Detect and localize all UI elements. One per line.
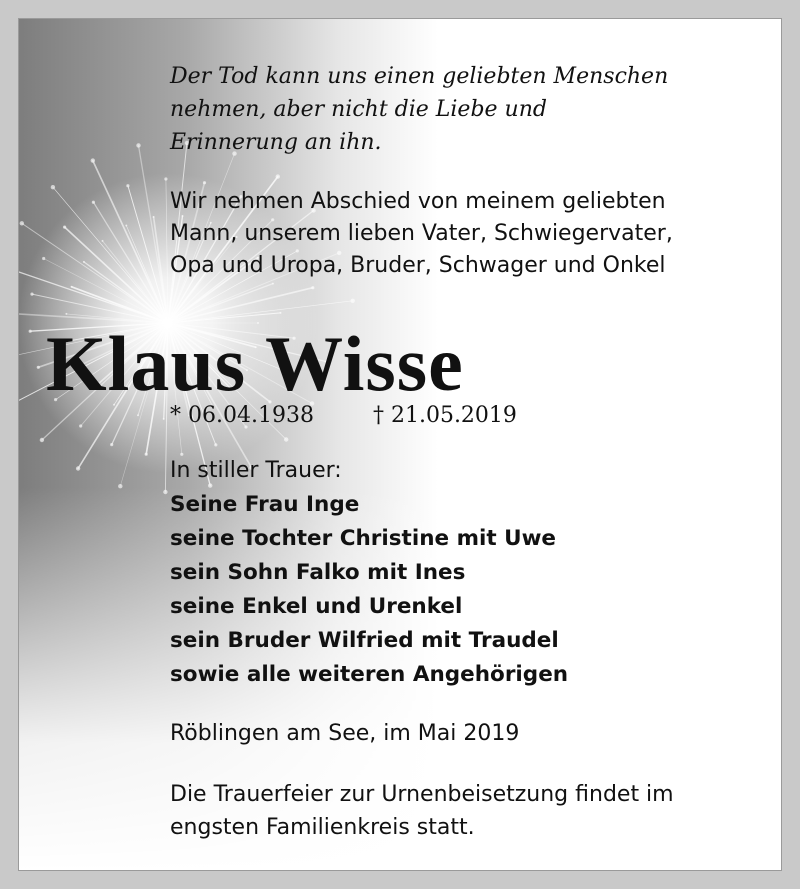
obituary-content <box>18 18 782 871</box>
death-date: † 21.05.2019 <box>372 403 517 428</box>
deceased-name: Klaus Wisse <box>46 320 464 407</box>
place-and-date: Röblingen am See, im Mai 2019 <box>170 721 520 746</box>
quote-line: Erinnerung an ihn. <box>170 130 382 155</box>
intro-line: Wir nehmen Abschied von meinem geliebten <box>170 189 666 214</box>
funeral-notice <box>170 778 770 844</box>
mourner-entry: seine Enkel und Urenkel <box>170 594 463 619</box>
birth-date: * 06.04.1938 <box>170 403 314 428</box>
funeral-line: engsten Familienkreis statt. <box>170 815 475 840</box>
intro-line: Mann, unserem lieben Vater, Schwiegervater, <box>170 221 673 246</box>
funeral-line: Die Trauerfeier zur Urnenbeisetzung findet im <box>170 782 674 807</box>
mourner-entry: sein Sohn Falko mit Ines <box>170 560 466 585</box>
mourner-entry: sein Bruder Wilfried mit Traudel <box>170 628 559 653</box>
life-dates <box>170 401 517 431</box>
mourner-entry: sowie alle weiteren Angehörigen <box>170 662 569 687</box>
intro-line: Opa und Uropa, Bruder, Schwager und Onkel <box>170 253 666 278</box>
mourning-intro: In stiller Trauer: <box>170 458 342 483</box>
farewell-intro <box>170 186 770 282</box>
quote-line: Der Tod kann uns einen geliebten Menschen <box>170 64 669 89</box>
mourners-list <box>170 454 770 692</box>
quote-line: nehmen, aber nicht die Liebe und <box>170 97 547 122</box>
mourner-entry: seine Tochter Christine mit Uwe <box>170 526 557 551</box>
memorial-quote <box>170 60 770 159</box>
mourner-entry: Seine Frau Inge <box>170 492 360 517</box>
